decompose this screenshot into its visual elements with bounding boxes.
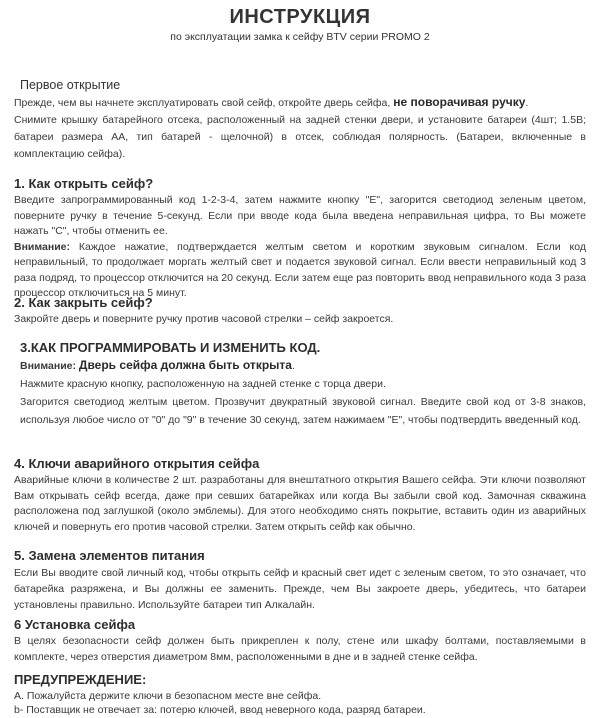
section3-line1: Нажмите красную кнопку, расположенную на задней стенке с торца двери.	[20, 378, 386, 390]
first-open-line1	[14, 95, 586, 112]
section1-note	[14, 240, 586, 302]
section1-heading: 1. Как открыть сейф?	[14, 176, 154, 191]
section-close-safe	[14, 295, 586, 328]
section5-text: Если Вы вводите свой личный код, чтобы открыть сейф и красный свет идет с зеленым светом, то это означает, что батарейка разряжена, и Вы должны ее заменить. Прежде, чем Вы закроете дверь, убедитесь, что батареи установлены правильно. Используйте батареи тип Алкалайн.	[14, 567, 586, 611]
section2-text: Закройте дверь и поверните ручку против часовой стрелки – сейф закроется.	[14, 313, 394, 325]
first-open-emphasis: не поворачивая ручку	[393, 95, 526, 109]
section4-heading: 4. Ключи аварийного открытия сейфа	[14, 456, 260, 471]
section3-note	[14, 357, 586, 375]
section6-text: В целях безопасности сейф должен быть прикреплен к полу, стене или шкафу болтами, поставляемыми в комплекте, через отверстия диаметром 8мм, расположенными в дне и в задней стенке сейфа.	[14, 635, 586, 663]
section1-text: Введите запрограммированный код 1-2-3-4, затем нажмите кнопку "Е", загорится светодиод зеленым цветом, поверните ручку в течение 5-секунд. Если при вводе кода была введена неправильная цифра, то Вы можете нажать "С", чтобы отменить ее.	[14, 194, 586, 237]
section3-note-end: .	[291, 360, 295, 372]
first-open-line1-text: Прежде, чем вы начнете эксплуатировать свой сейф, откройте дверь сейфа,	[14, 97, 391, 109]
section-battery-replacement	[14, 548, 586, 613]
section2-heading: 2. Как закрыть сейф?	[14, 295, 153, 310]
section-installation	[14, 617, 586, 665]
section3-note-label: Внимание:	[20, 360, 76, 372]
section3-heading: 3.КАК ПРОГРАММИРОВАТЬ И ИЗМЕНИТЬ КОД.	[20, 340, 321, 355]
first-open-section	[14, 78, 586, 163]
page-subtitle: по эксплуатации замка к сейфу BTV серии PROMO 2	[170, 31, 430, 43]
first-open-heading: Первое открытие	[20, 78, 121, 92]
section-program-code	[14, 340, 586, 429]
warning-heading: ПРЕДУПРЕЖДЕНИЕ:	[14, 672, 147, 687]
warning-item-a: А. Пожалуйста держите ключи в безопасном месте вне сейфа.	[14, 690, 322, 702]
warning-section	[14, 672, 586, 717]
first-open-line1-end: .	[525, 97, 529, 109]
section1-note-text: Каждое нажатие, подтверждается желтым светом и коротким звуковым сигналом. Если код неправильный, то продолжает моргать желтый свет и подается звуковой сигнал. Если ввести неправильный код 3 раза подряд, то процессор отключится на 20 секунд. Если затем еще раз повторить ввод неправильного кода 3 раза процессор отключиться на 5 минут.	[14, 240, 587, 299]
section3-note-text: Дверь сейфа должна быть открыта	[78, 358, 292, 372]
first-open-text: Снимите крышку батарейного отсека, расположенный на задней стенки двери, и установите батареи (4шт; 1.5В; батареи размера АА, тип батарей - щелочной) в отсек, соблюдая полярность. (Батареи, включенные в комплектацию сейфа).	[14, 113, 586, 160]
section-emergency-keys	[14, 456, 586, 535]
section6-heading: 6 Установка сейфа	[14, 617, 136, 632]
section4-text: Аварийные ключи в количестве 2 шт. разработаны для внештатного открытия Вашего сейфа. Эти ключи позволяют Вам открывать сейф всегда, даже при севших батарейках или когда Вы забыли свой код. Замочная скважина расположена под заглушкой (около эмблемы). Для этого необходимо снять покрытие, вставить один из аварийных ключей и повернуть его против часовой стрелки. Затем открыть сейф как обычно.	[14, 474, 586, 533]
section-open-safe	[14, 176, 586, 302]
section3-text: Загорится светодиод желтым цветом. Прозвучит двукратный звуковой сигнал. Введите свой код от 3-8 знаков, используя любое число от "0" до "9" в течение 30 секунд, затем нажимаем "Е", чтобы подтвердить введенный код.	[20, 396, 586, 426]
warning-item-b: b- Поставщик не отвечает за: потерю ключей, ввод неверного кода, разряд батареи.	[14, 704, 426, 716]
section5-heading: 5. Замена элементов питания	[14, 548, 205, 563]
page-title: ИНСТРУКЦИЯ	[229, 6, 371, 28]
section1-note-label: Внимание:	[14, 240, 70, 253]
